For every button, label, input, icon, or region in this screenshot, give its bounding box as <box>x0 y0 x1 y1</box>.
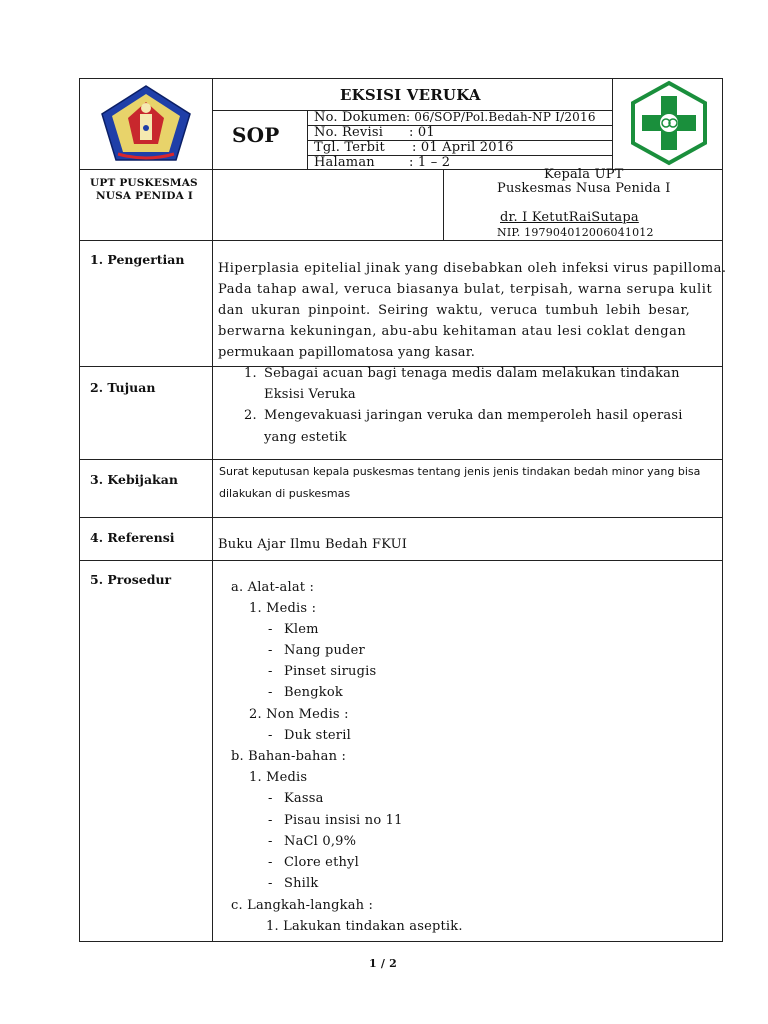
meta-label-page: Halaman <box>314 155 375 170</box>
list-dash: - <box>268 685 273 700</box>
prosedur-step: 1. Lakukan tindakan aseptik. <box>266 919 463 934</box>
list-dash: - <box>268 728 273 743</box>
list-dash: - <box>268 855 273 870</box>
tujuan-item-line: yang estetik <box>264 430 347 445</box>
bali-emblem-logo <box>98 84 194 162</box>
meta-value-issued: : 01 April 2016 <box>412 140 514 155</box>
signer-nip: NIP. 197904012006041012 <box>497 226 654 239</box>
tujuan-number: 1. <box>244 366 257 381</box>
document-title: EKSISI VERUKA <box>340 86 481 104</box>
list-dash: - <box>268 876 273 891</box>
sop-label: SOP <box>232 123 280 147</box>
tujuan-item-line: Sebagai acuan bagi tenaga medis dalam melakukan tindakan <box>264 366 680 381</box>
referensi-text: Buku Ajar Ilmu Bedah FKUI <box>218 537 408 552</box>
meta-label-issued: Tgl. Terbit <box>314 140 385 155</box>
kebijakan-line: Surat keputusan kepala puskesmas tentang jenis jenis tindakan bedah minor yang bisa <box>219 465 701 478</box>
meta-label-document: No. Dokumen <box>314 110 407 125</box>
signer-title-1: Kepala UPT <box>544 167 624 182</box>
kebijakan-line: dilakukan di puskesmas <box>219 487 351 500</box>
prosedur-subheading-medis: 1. Medis : <box>249 601 317 616</box>
pengertian-line: berwarna kekuningan, abu-abu kehitaman atau lesi coklat dengan <box>218 324 687 339</box>
list-dash: - <box>268 622 273 637</box>
org-name-line2: NUSA PENIDA I <box>96 190 193 202</box>
list-item: Bengkok <box>284 685 343 700</box>
prosedur-subheading-non-medis: 2. Non Medis : <box>249 707 349 722</box>
list-item: Klem <box>284 622 319 637</box>
list-item: Clore ethyl <box>284 855 359 870</box>
pengertian-line: permukaan papillomatosa yang kasar. <box>218 345 476 360</box>
pengertian-line: Pada tahap awal, veruca biasanya bulat, terpisah, warna serupa kulit <box>218 282 713 297</box>
list-item: Nang puder <box>284 643 365 658</box>
list-item: NaCl 0,9% <box>284 834 357 849</box>
signer-title-2: Puskesmas Nusa Penida I <box>497 181 671 196</box>
pengertian-line: Hiperplasia epitelial jinak yang disebabkan oleh infeksi virus papilloma. <box>218 261 727 276</box>
puskesmas-logo <box>626 80 712 166</box>
prosedur-heading-bahan: b. Bahan-bahan : <box>231 749 347 764</box>
page-number: 1 / 2 <box>369 957 397 970</box>
signer-name: dr. I KetutRaiSutapa <box>500 210 639 225</box>
list-item: Pisau insisi no 11 <box>284 813 403 828</box>
section-title-tujuan: 2. Tujuan <box>90 380 156 395</box>
list-dash: - <box>268 643 273 658</box>
list-dash: - <box>268 664 273 679</box>
section-title-referensi: 4. Referensi <box>90 530 175 545</box>
meta-value-revision: : 01 <box>409 125 435 140</box>
meta-value-page: : 1 – 2 <box>409 155 451 170</box>
list-item: Shilk <box>284 876 319 891</box>
list-item: Kassa <box>284 791 324 806</box>
meta-value-document: : 06/SOP/Pol.Bedah-NP I/2016 <box>406 110 596 124</box>
prosedur-heading-langkah: c. Langkah-langkah : <box>231 898 374 913</box>
tujuan-number: 2. <box>244 408 257 423</box>
pengertian-line: dan ukuran pinpoint. Seiring waktu, veruca tumbuh lebih besar, <box>218 303 691 318</box>
list-dash: - <box>268 834 273 849</box>
prosedur-subheading-bahan-medis: 1. Medis <box>249 770 308 785</box>
org-name-line1: UPT PUSKESMAS <box>90 177 198 189</box>
list-item: Pinset sirugis <box>284 664 377 679</box>
tujuan-item-line: Eksisi Veruka <box>264 387 356 402</box>
tujuan-item-line: Mengevakuasi jaringan veruka dan memperoleh hasil operasi <box>264 408 683 423</box>
section-title-prosedur: 5. Prosedur <box>90 572 172 587</box>
section-title-kebijakan: 3. Kebijakan <box>90 472 178 487</box>
list-dash: - <box>268 791 273 806</box>
section-title-pengertian: 1. Pengertian <box>90 252 185 267</box>
meta-label-revision: No. Revisi <box>314 125 384 140</box>
list-dash: - <box>268 813 273 828</box>
list-item: Duk steril <box>284 728 351 743</box>
prosedur-heading-alat: a. Alat-alat : <box>231 580 315 595</box>
